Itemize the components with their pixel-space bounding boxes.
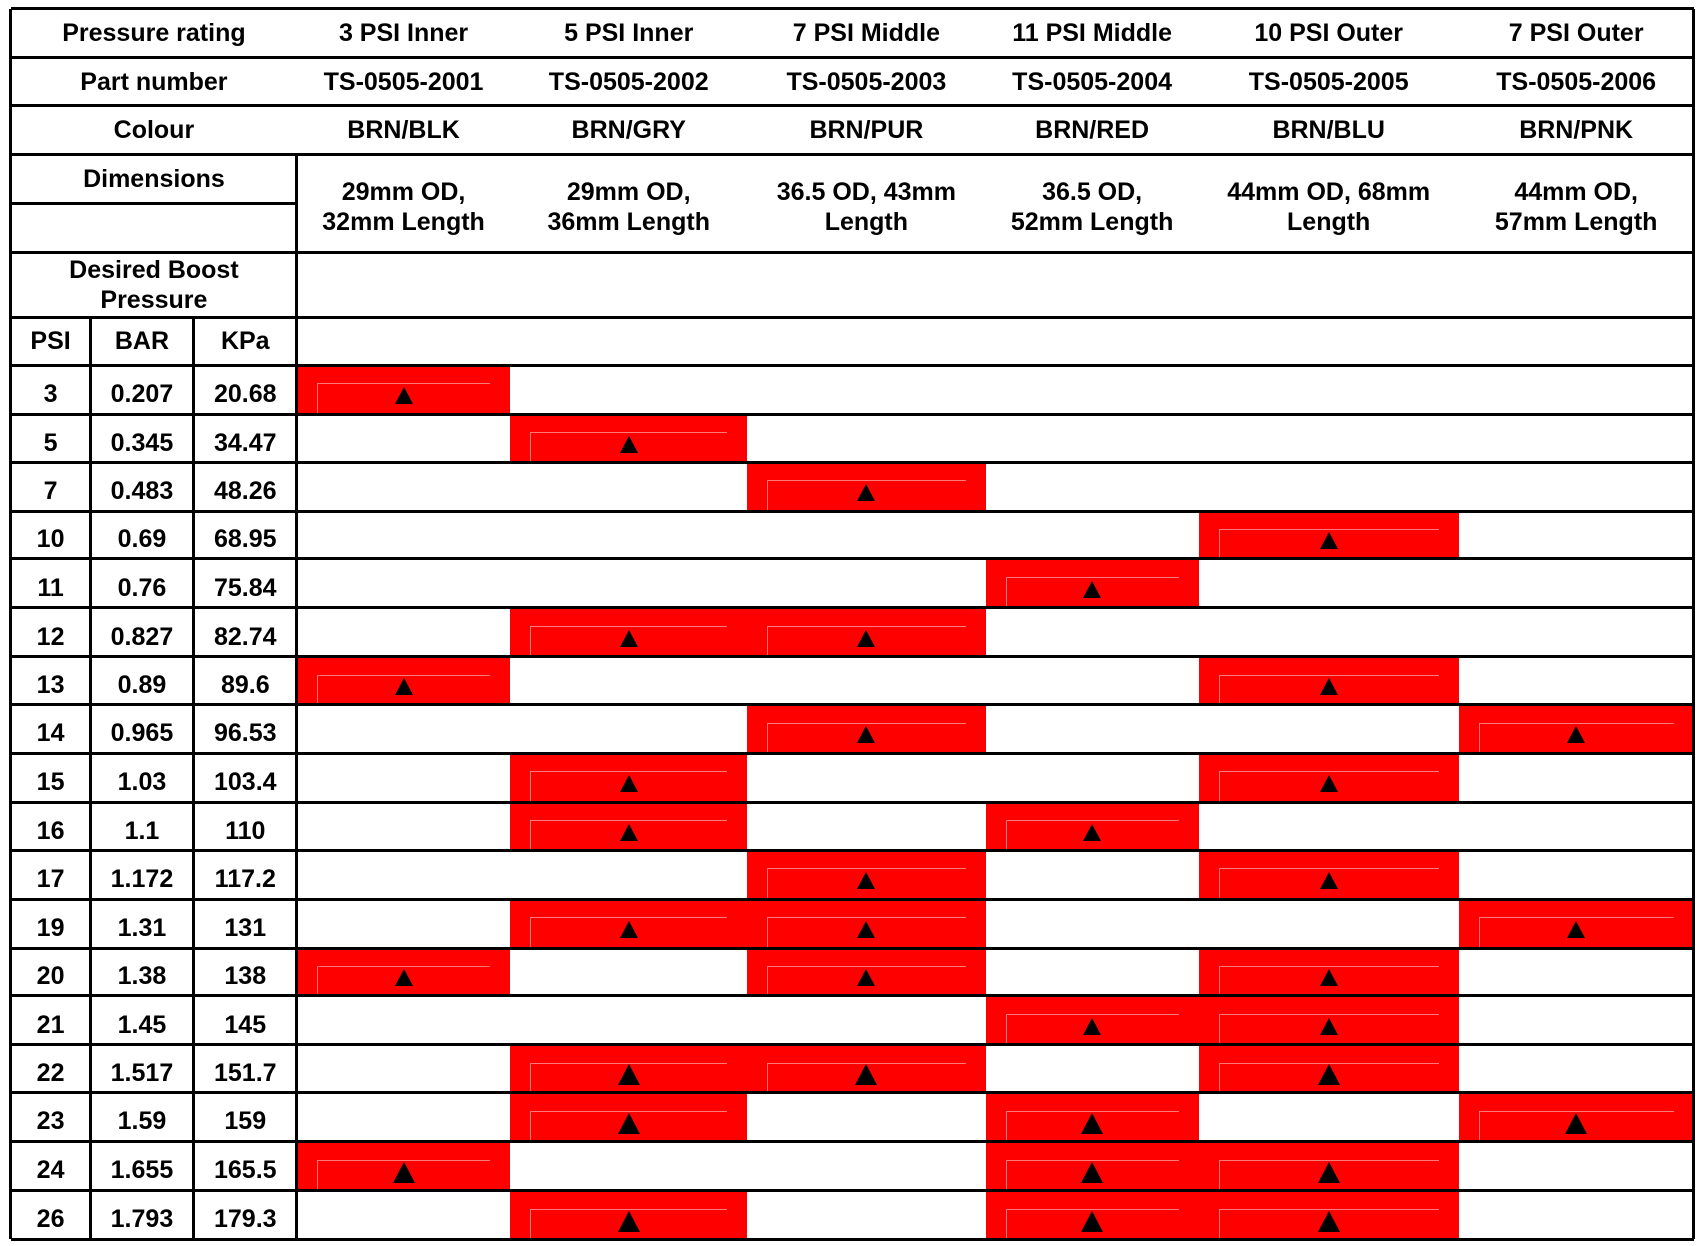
spring-match-block bbox=[1459, 1093, 1694, 1142]
row-kpa: 165.5 bbox=[213, 1156, 277, 1185]
triangle-up-icon bbox=[1320, 872, 1338, 889]
spring-rating-header: 7 PSI Middle bbox=[792, 19, 941, 48]
row-kpa: 82.74 bbox=[213, 622, 277, 651]
spring-match-block bbox=[510, 414, 747, 462]
triangle-up-icon bbox=[395, 678, 413, 695]
row-psi: 15 bbox=[36, 768, 65, 797]
spring-rating-header: 10 PSI Outer bbox=[1254, 19, 1404, 48]
colour-label: Colour bbox=[113, 115, 195, 144]
triangle-up-icon bbox=[1318, 1162, 1340, 1183]
spring-dimensions: 29mm OD, 36mm Length bbox=[547, 177, 710, 236]
triangle-up-icon bbox=[857, 484, 875, 501]
row-psi: 3 bbox=[43, 380, 58, 409]
spring-part-number: TS-0505-2001 bbox=[323, 67, 484, 96]
spring-match-block bbox=[986, 1093, 1199, 1142]
row-kpa: 89.6 bbox=[220, 670, 270, 699]
row-psi: 16 bbox=[36, 816, 65, 845]
triangle-up-icon bbox=[1083, 1018, 1101, 1035]
triangle-up-icon bbox=[395, 387, 413, 404]
row-kpa: 110 bbox=[225, 816, 266, 845]
row-psi: 20 bbox=[36, 962, 65, 991]
row-psi: 21 bbox=[36, 1010, 65, 1039]
row-kpa: 138 bbox=[224, 962, 267, 991]
triangle-up-icon bbox=[618, 1113, 640, 1134]
part-number-label: Part number bbox=[80, 67, 228, 96]
row-bar: 0.207 bbox=[110, 380, 174, 409]
unit-psi-label: PSI bbox=[30, 327, 71, 356]
triangle-up-icon bbox=[1083, 824, 1101, 841]
pressure-rating-label: Pressure rating bbox=[62, 19, 246, 48]
row-psi: 24 bbox=[36, 1156, 65, 1185]
row-psi: 17 bbox=[36, 865, 65, 894]
triangle-up-icon bbox=[1320, 775, 1338, 792]
row-bar: 0.965 bbox=[110, 719, 174, 748]
spring-match-block bbox=[510, 899, 747, 948]
row-bar: 1.517 bbox=[110, 1059, 174, 1088]
triangle-up-icon bbox=[1567, 726, 1585, 743]
spring-dimensions: 36.5 OD, 52mm Length bbox=[1010, 177, 1174, 236]
row-bar: 1.59 bbox=[117, 1107, 167, 1136]
spring-colour: BRN/GRY bbox=[571, 115, 686, 144]
triangle-up-icon bbox=[1320, 532, 1338, 549]
triangle-up-icon bbox=[1318, 1064, 1340, 1085]
spring-match-block bbox=[747, 705, 985, 754]
spring-match-block bbox=[1199, 1191, 1459, 1240]
spring-match-block bbox=[986, 996, 1199, 1045]
row-bar: 1.03 bbox=[117, 768, 167, 797]
spring-colour: BRN/PNK bbox=[1519, 115, 1634, 144]
spring-match-block bbox=[510, 802, 747, 850]
spring-part-number: TS-0505-2002 bbox=[548, 67, 709, 96]
spring-match-block bbox=[747, 850, 985, 899]
row-kpa: 179.3 bbox=[213, 1205, 277, 1234]
unit-bar-label: BAR bbox=[114, 327, 170, 356]
spring-dimensions: 36.5 OD, 43mm Length bbox=[776, 177, 957, 236]
triangle-up-icon bbox=[1567, 921, 1585, 938]
spring-match-block bbox=[1199, 1142, 1459, 1191]
row-psi: 23 bbox=[36, 1107, 65, 1136]
spring-colour: BRN/RED bbox=[1035, 115, 1150, 144]
spring-dimensions: 44mm OD, 68mm Length bbox=[1227, 177, 1431, 236]
spring-match-block bbox=[510, 1191, 747, 1240]
spring-match-block bbox=[297, 657, 510, 705]
triangle-up-icon bbox=[1318, 1211, 1340, 1232]
spring-colour: BRN/PUR bbox=[809, 115, 924, 144]
spring-match-block bbox=[747, 462, 985, 511]
triangle-up-icon bbox=[1081, 1211, 1103, 1232]
row-psi: 22 bbox=[36, 1059, 65, 1088]
spring-match-block bbox=[1199, 511, 1459, 559]
triangle-up-icon bbox=[1081, 1113, 1103, 1134]
row-kpa: 20.68 bbox=[213, 380, 277, 409]
triangle-up-icon bbox=[395, 969, 413, 986]
spring-match-block bbox=[297, 948, 510, 996]
spring-match-block bbox=[1199, 996, 1459, 1045]
spring-match-block bbox=[986, 1191, 1199, 1240]
spring-match-block bbox=[510, 1093, 747, 1142]
spring-colour: BRN/BLU bbox=[1272, 115, 1385, 144]
row-psi: 19 bbox=[36, 913, 65, 942]
spring-dimensions: 44mm OD, 57mm Length bbox=[1494, 177, 1658, 236]
spring-part-number: TS-0505-2005 bbox=[1248, 67, 1409, 96]
triangle-up-icon bbox=[1565, 1113, 1587, 1134]
triangle-up-icon bbox=[1320, 678, 1338, 695]
triangle-up-icon bbox=[857, 969, 875, 986]
row-kpa: 131 bbox=[224, 913, 267, 942]
spring-part-number: TS-0505-2004 bbox=[1012, 67, 1172, 96]
row-bar: 0.483 bbox=[110, 476, 174, 505]
spring-match-block bbox=[1199, 753, 1459, 802]
triangle-up-icon bbox=[618, 1064, 640, 1085]
spring-part-number: TS-0505-2006 bbox=[1496, 67, 1657, 96]
row-kpa: 96.53 bbox=[213, 719, 277, 748]
triangle-up-icon bbox=[393, 1162, 415, 1183]
row-bar: 0.69 bbox=[117, 525, 167, 554]
spring-match-block bbox=[747, 948, 985, 996]
triangle-up-icon bbox=[620, 436, 638, 453]
spring-dimensions: 29mm OD, 32mm Length bbox=[322, 177, 485, 236]
row-bar: 1.655 bbox=[110, 1156, 174, 1185]
row-bar: 0.89 bbox=[117, 670, 167, 699]
triangle-up-icon bbox=[857, 872, 875, 889]
row-bar: 0.827 bbox=[110, 622, 174, 651]
spring-match-block bbox=[297, 1142, 510, 1191]
row-bar: 1.793 bbox=[110, 1205, 174, 1234]
spring-match-block bbox=[986, 1142, 1199, 1191]
row-kpa: 48.26 bbox=[213, 476, 277, 505]
row-kpa: 151.7 bbox=[213, 1059, 277, 1088]
spring-match-block bbox=[1459, 705, 1694, 754]
spring-rating-header: 5 PSI Inner bbox=[564, 19, 694, 48]
row-psi: 13 bbox=[36, 670, 65, 699]
spring-colour: BRN/BLK bbox=[347, 115, 460, 144]
spring-rating-header: 3 PSI Inner bbox=[338, 19, 469, 48]
spring-match-block bbox=[986, 802, 1199, 850]
row-kpa: 34.47 bbox=[213, 428, 277, 457]
spring-rating-header: 7 PSI Outer bbox=[1508, 19, 1644, 48]
unit-kpa-label: KPa bbox=[220, 327, 270, 356]
spring-rating-header: 11 PSI Middle bbox=[1012, 19, 1172, 48]
row-psi: 10 bbox=[36, 525, 65, 554]
triangle-up-icon bbox=[620, 921, 638, 938]
spring-match-block bbox=[1459, 899, 1694, 948]
triangle-up-icon bbox=[857, 921, 875, 938]
spring-match-block bbox=[747, 899, 985, 948]
row-psi: 26 bbox=[36, 1205, 65, 1234]
row-bar: 1.31 bbox=[117, 913, 167, 942]
spring-part-number: TS-0505-2003 bbox=[786, 67, 947, 96]
row-bar: 1.1 bbox=[124, 816, 160, 845]
row-bar: 1.38 bbox=[117, 962, 167, 991]
row-psi: 11 bbox=[37, 573, 64, 602]
triangle-up-icon bbox=[1320, 969, 1338, 986]
triangle-up-icon bbox=[1083, 581, 1101, 598]
dimensions-label: Dimensions bbox=[83, 164, 225, 193]
spring-match-block bbox=[1199, 850, 1459, 899]
triangle-up-icon bbox=[620, 630, 638, 647]
spring-match-block bbox=[510, 608, 747, 657]
row-kpa: 68.95 bbox=[213, 525, 277, 554]
spring-match-block bbox=[297, 365, 510, 414]
row-kpa: 159 bbox=[224, 1107, 267, 1136]
spring-match-block bbox=[1199, 948, 1459, 996]
spring-match-block bbox=[510, 1045, 747, 1093]
row-psi: 14 bbox=[36, 719, 65, 748]
spring-match-block bbox=[510, 753, 747, 802]
triangle-up-icon bbox=[1081, 1162, 1103, 1183]
spring-match-block bbox=[747, 1045, 985, 1093]
desired-boost-label: Desired Boost Pressure bbox=[69, 255, 239, 314]
triangle-up-icon bbox=[855, 1064, 877, 1085]
row-kpa: 75.84 bbox=[213, 573, 277, 602]
row-bar: 0.345 bbox=[110, 428, 174, 457]
row-psi: 12 bbox=[36, 622, 65, 651]
spring-match-block bbox=[1199, 1045, 1459, 1093]
row-psi: 5 bbox=[43, 428, 58, 457]
row-kpa: 117.2 bbox=[214, 865, 276, 894]
spring-match-block bbox=[986, 559, 1199, 608]
spring-match-block bbox=[747, 608, 985, 657]
spring-match-block bbox=[1199, 657, 1459, 705]
triangle-up-icon bbox=[857, 630, 875, 647]
row-kpa: 103.4 bbox=[213, 768, 277, 797]
triangle-up-icon bbox=[618, 1211, 640, 1232]
row-bar: 1.45 bbox=[117, 1010, 167, 1039]
row-bar: 0.76 bbox=[117, 573, 167, 602]
triangle-up-icon bbox=[1320, 1018, 1338, 1035]
triangle-up-icon bbox=[857, 726, 875, 743]
row-bar: 1.172 bbox=[110, 865, 174, 894]
triangle-up-icon bbox=[620, 824, 638, 841]
row-psi: 7 bbox=[43, 476, 58, 505]
triangle-up-icon bbox=[620, 775, 638, 792]
row-kpa: 145 bbox=[224, 1010, 267, 1039]
